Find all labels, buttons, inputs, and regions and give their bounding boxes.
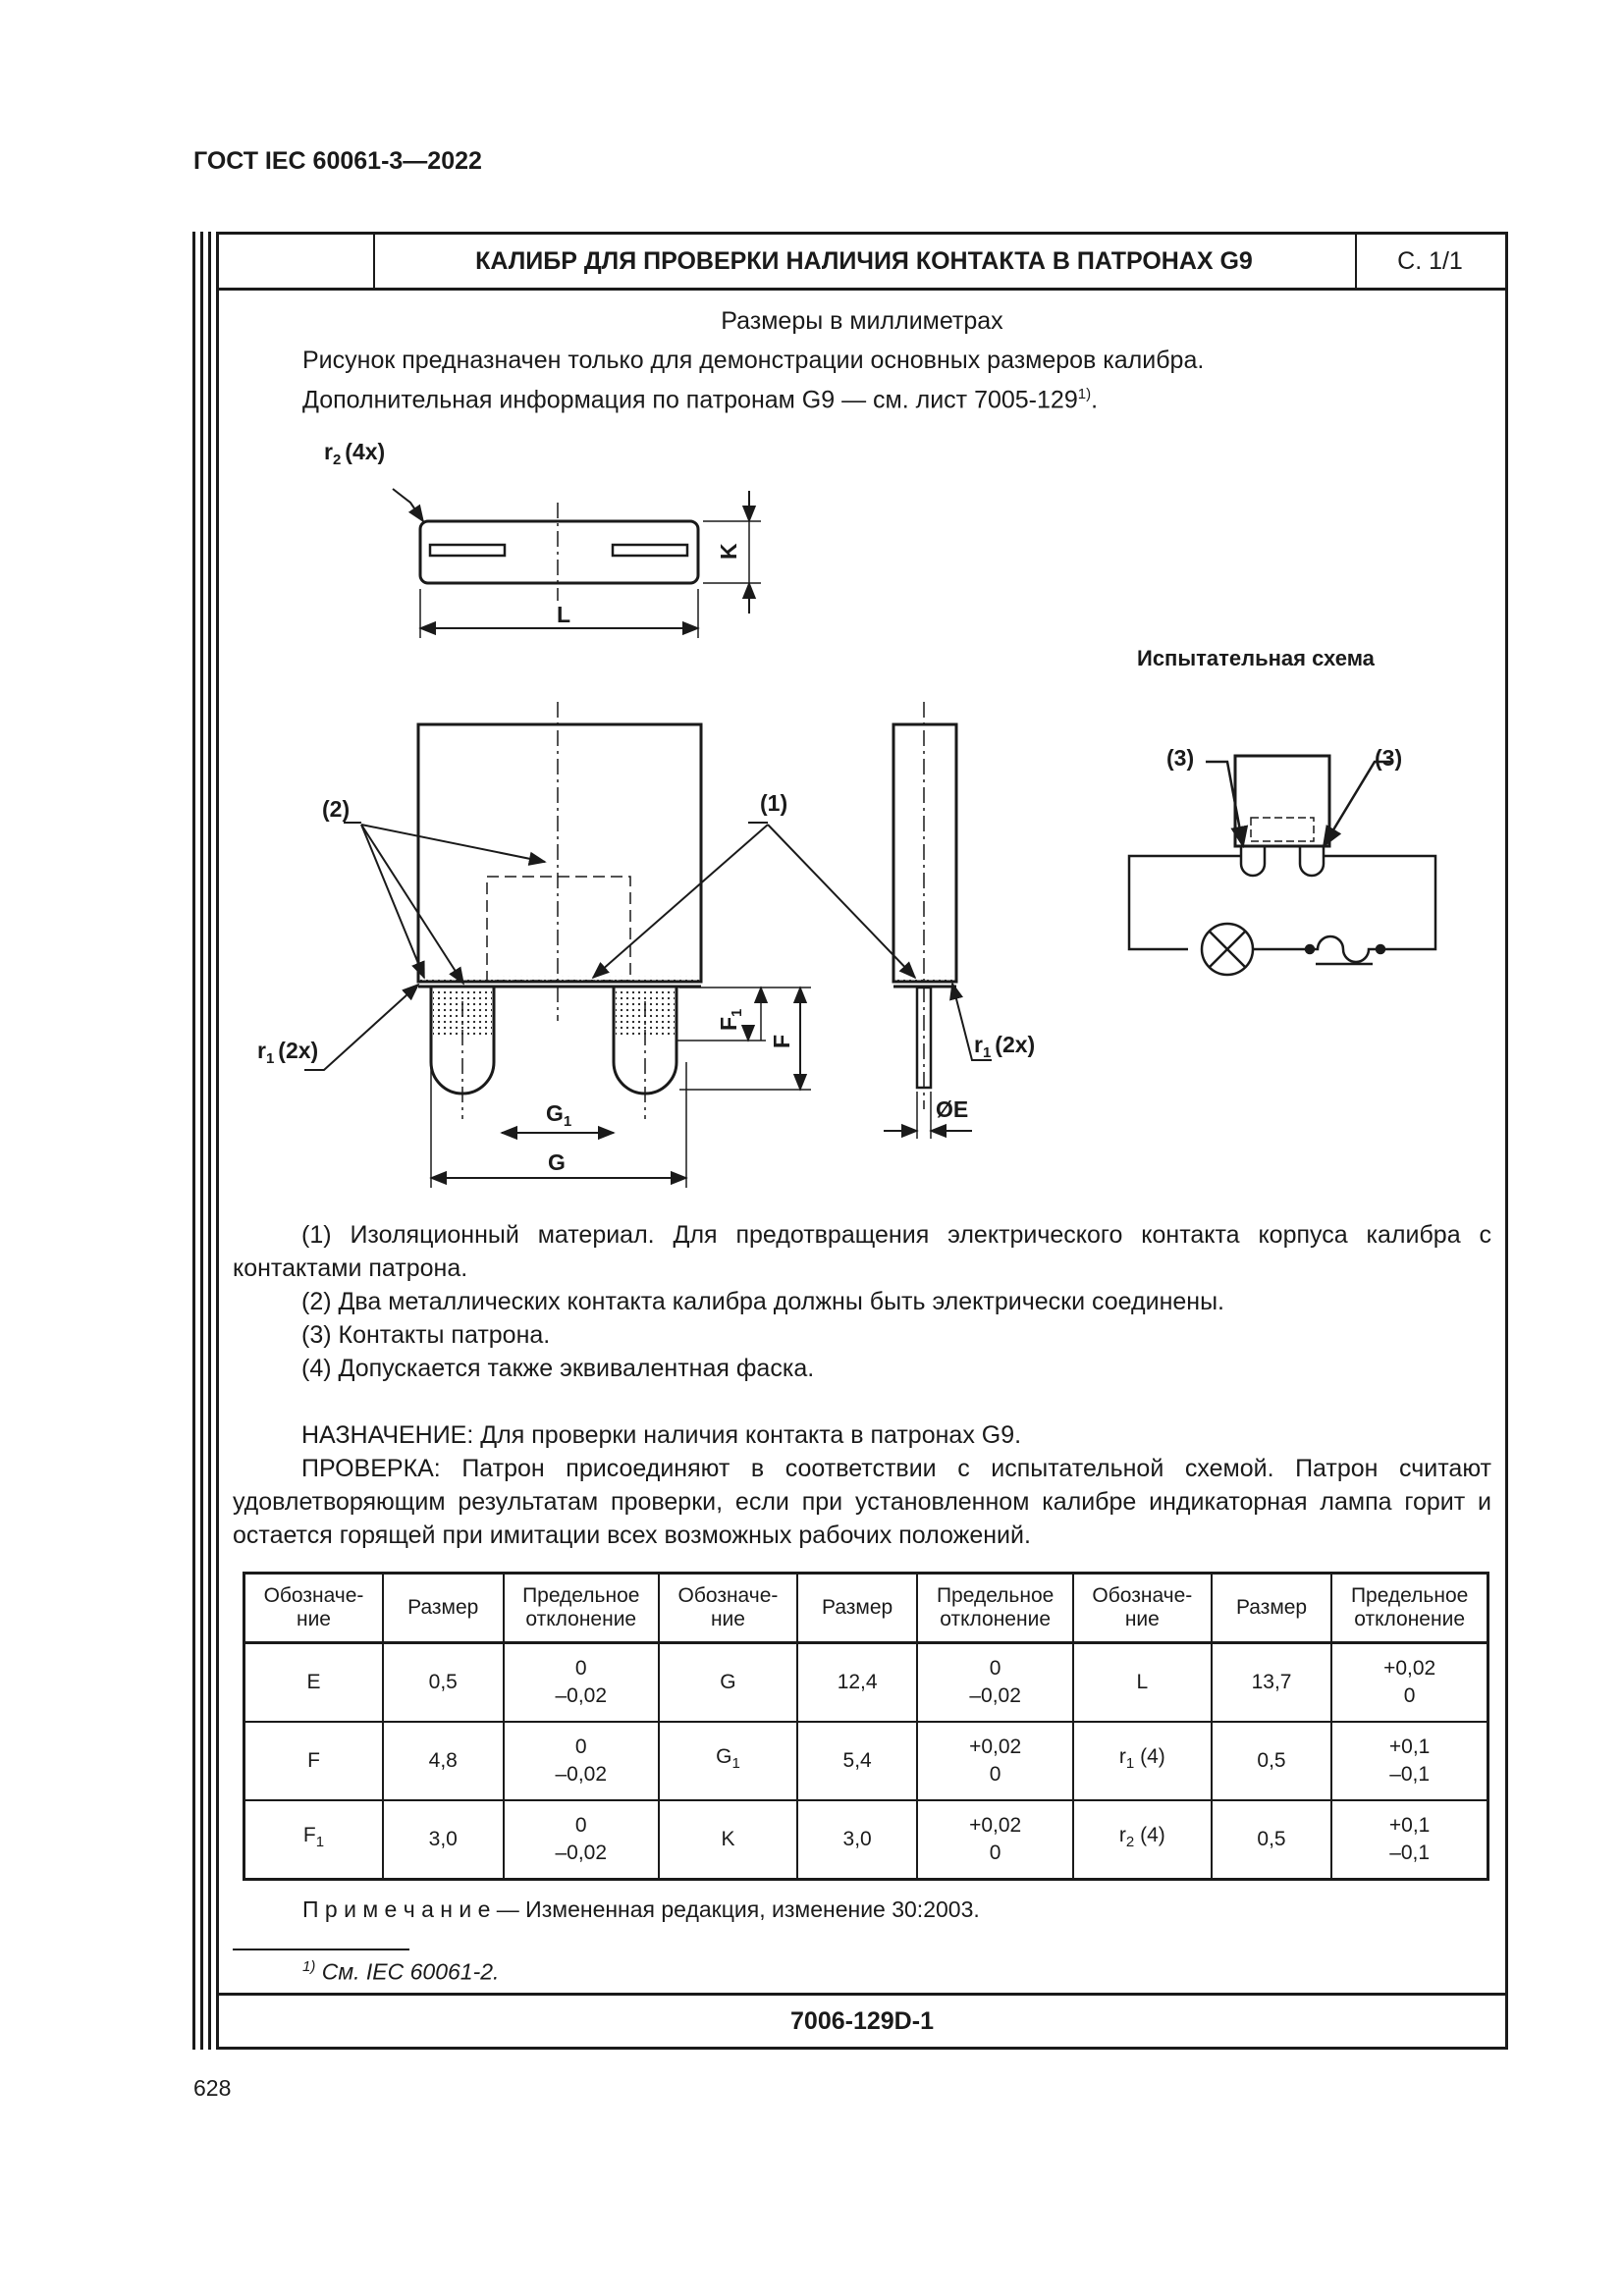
table-header-cell: Предельное отклонение: [504, 1574, 660, 1643]
size-cell: 12,4: [797, 1643, 918, 1723]
label-k: K: [716, 543, 741, 560]
designation-cell: $G_1$: [659, 1722, 797, 1800]
footnote-ref: 1): [1077, 386, 1092, 402]
callout-3-left: (3): [1166, 745, 1195, 771]
test-scheme-title: Испытательная схема: [1137, 646, 1375, 670]
r2-leader: [393, 489, 423, 521]
leader-1a: [593, 825, 768, 978]
intro-line-1: Рисунок предназначен только для демонстрации основных размеров калибра.: [302, 347, 1205, 374]
label-r1-right: $r_1$ (2x): [974, 1032, 1036, 1061]
tolerance-cell: +0,1 –0,1: [1331, 1722, 1488, 1800]
footnote-text: См. IEC 60061-2.: [315, 1958, 500, 1985]
note-4: (4) Допускается также эквивалентная фаска.: [301, 1355, 815, 1382]
top-view-slot-left: [430, 545, 505, 556]
tolerance-cell: +0,02 0: [917, 1722, 1073, 1800]
label-f1: $F_1$: [716, 1008, 745, 1031]
leader-3-left: [1206, 762, 1243, 846]
table-body: [244, 1643, 1488, 1880]
tolerance-cell: 0 –0,02: [504, 1722, 660, 1800]
designation-cell: L: [1073, 1643, 1212, 1723]
table-row: [244, 1800, 1488, 1880]
top-view-slot-right: [613, 545, 687, 556]
test-scheme: [1129, 756, 1435, 975]
footnote-separator: [233, 1949, 409, 1950]
table-header-cell: Предельное отклонение: [917, 1574, 1073, 1643]
table-header-cell: Размер: [797, 1574, 918, 1643]
note-1: (1) Изоляционный материал. Для предотвращения электрического контакта корпуса калибра с контактами патрона.: [233, 1221, 1491, 1282]
size-cell: 0,5: [383, 1643, 504, 1723]
label-g: G: [548, 1149, 566, 1175]
table-row: [244, 1643, 1488, 1723]
leader-2c: [361, 825, 463, 984]
size-cell: 0,5: [1212, 1800, 1332, 1880]
size-cell: 5,4: [797, 1722, 918, 1800]
units-note: Размеры в миллиметрах: [721, 307, 1003, 335]
scheme-pin-right: [1300, 846, 1324, 876]
page-reference: С. 1/1: [1397, 246, 1463, 275]
page-number: 628: [193, 2075, 232, 2101]
fuse-icon: [1310, 936, 1379, 962]
table-row: [244, 1722, 1488, 1800]
designation-cell: E: [244, 1643, 384, 1723]
table-header-cell: Обозначе-ние: [244, 1574, 384, 1643]
intro-line-2-end: .: [1091, 386, 1099, 414]
table-header-cell: Размер: [1212, 1574, 1332, 1643]
footnote: [302, 1958, 499, 1986]
designation-cell: $F_1$: [244, 1800, 384, 1880]
front-view: [304, 702, 915, 1188]
notes-block: [233, 1218, 1491, 1552]
scheme-pin-left: [1241, 846, 1265, 876]
designation-cell: G: [659, 1643, 797, 1723]
dimensions-table: [243, 1572, 1489, 1881]
designation-cell: $r_1$ (4): [1073, 1722, 1212, 1800]
label-f: F: [769, 1034, 794, 1048]
sheet-number: 7006-129D-1: [219, 1993, 1505, 2047]
size-cell: 4,8: [383, 1722, 504, 1800]
leader-3-right: [1324, 762, 1392, 846]
label-l: L: [557, 602, 571, 627]
purpose-text: НАЗНАЧЕНИЕ: Для проверки наличия контакта в патронах G9.: [301, 1421, 1022, 1449]
size-cell: 3,0: [383, 1800, 504, 1880]
leader-2b: [361, 825, 424, 978]
size-cell: 13,7: [1212, 1643, 1332, 1723]
standard-header: ГОСТ IEC 60061-3—2022: [193, 147, 482, 175]
tolerance-cell: +0,02 0: [1331, 1643, 1488, 1723]
note-3: (3) Контакты патрона.: [301, 1321, 551, 1349]
top-view: [393, 489, 761, 638]
label-g1: $G_1$: [546, 1100, 572, 1130]
leader-2a: [361, 825, 545, 862]
check-text: ПРОВЕРКА: Патрон присоединяют в соответствии с испытательной схемой. Патрон считают удовлетворяющим результатам проверки, если при установленном калибре индикаторная лампа горит и остается горящей при имитации всех возможных рабочих положений.: [233, 1455, 1491, 1549]
callout-1-label: (1): [760, 790, 788, 816]
tolerance-cell: +0,1 –0,1: [1331, 1800, 1488, 1880]
label-r2: $r_2$ (4x): [324, 439, 386, 468]
designation-cell: $r_2$ (4): [1073, 1800, 1212, 1880]
callout-3-right: (3): [1375, 745, 1403, 771]
leader-r1-left: [304, 985, 418, 1070]
top-view-outline: [420, 521, 698, 583]
tolerance-cell: 0 –0,02: [917, 1643, 1073, 1723]
sheet-title: КАЛИБР ДЛЯ ПРОВЕРКИ НАЛИЧИЯ КОНТАКТА В ПАТРОНАХ G9: [373, 235, 1357, 288]
table-header-cell: Предельное отклонение: [1331, 1574, 1488, 1643]
side-body: [893, 724, 956, 982]
size-cell: 3,0: [797, 1800, 918, 1880]
designation-cell: F: [244, 1722, 384, 1800]
tolerance-cell: 0 –0,02: [504, 1800, 660, 1880]
table-header-row: [244, 1574, 1488, 1643]
table-header-cell: Обозначе-ние: [1073, 1574, 1212, 1643]
table-header-cell: Обозначе-ние: [659, 1574, 797, 1643]
label-diam-e: ØE: [936, 1096, 969, 1122]
remark: П р и м е ч а н и е — Измененная редакция, изменение 30:2003.: [302, 1896, 980, 1922]
label-r1-left: $r_1$ (2x): [257, 1038, 319, 1067]
gauge-body: [418, 724, 701, 982]
table-header-cell: Размер: [383, 1574, 504, 1643]
footnote-mark: 1): [302, 1958, 316, 1975]
note-2: (2) Два металлических контакта калибра должны быть электрически соединены.: [301, 1288, 1225, 1315]
tolerance-cell: 0 –0,02: [504, 1643, 660, 1723]
size-cell: 0,5: [1212, 1722, 1332, 1800]
intro-line-2-text: Дополнительная информация по патронам G9 — см. лист 7005-129: [302, 386, 1078, 414]
side-view: [884, 702, 992, 1139]
designation-cell: K: [659, 1800, 797, 1880]
tolerance-cell: +0,02 0: [917, 1800, 1073, 1880]
scheme-gauge: [1235, 756, 1329, 846]
callout-2-label: (2): [322, 796, 351, 822]
